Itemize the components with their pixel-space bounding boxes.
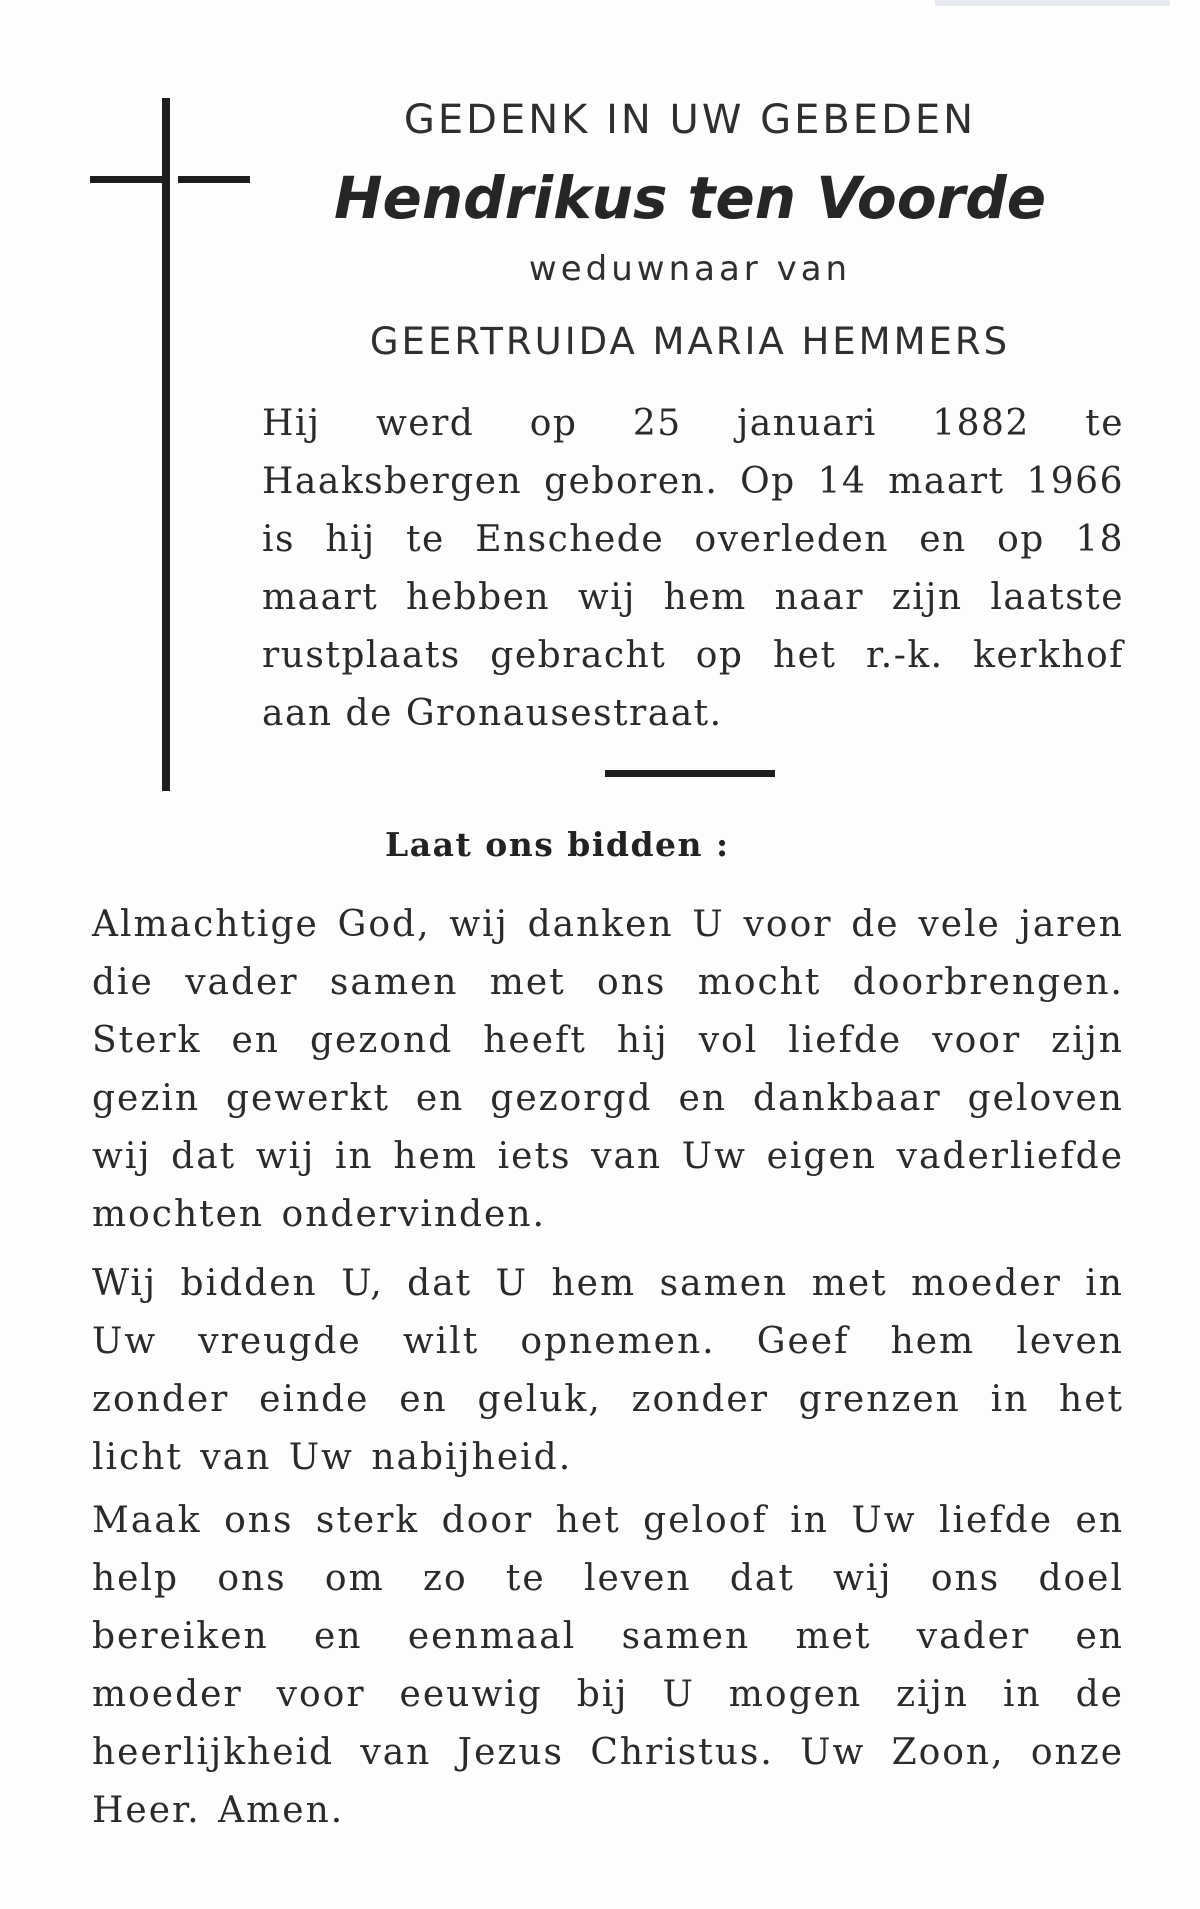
relation-line: weduwnaar van bbox=[528, 249, 852, 289]
biography-text: Hij werd op 25 januari 1882 te Haaksbergen geboren. Op 14 maart 1966 is hij te Enschede overleden en op 18 maart hebben wij hem naar zijn laatste rustplaats gebracht op het r.-k. kerkhof aan de Gronausestraat. bbox=[262, 403, 1124, 734]
scan-edge bbox=[935, 0, 1170, 6]
prayer-paragraph: Maak ons sterk door het geloof in Uw liefde en help ons om zo te leven dat wij ons doel bereiken en eenmaal samen met vader en moeder voor eeuwig bij U mogen zijn in de heerlijkheid van Jezus Christus. Uw Zoon, onze Heer. Amen. bbox=[92, 1500, 1124, 1831]
cross-gap bbox=[170, 176, 178, 183]
prayer-paragraph: Wij bidden U, dat U hem samen met moeder in Uw vreugde wilt opnemen. Geef hem leven zonder einde en geluk, zonder grenzen in het licht van Uw nabijheid. bbox=[92, 1263, 1124, 1478]
deceased-name: Hendrikus ten Voorde bbox=[333, 164, 1047, 232]
header-block bbox=[250, 90, 1130, 370]
spouse-name: GEERTRUIDA MARIA HEMMERS bbox=[369, 320, 1011, 363]
cross-icon bbox=[162, 98, 170, 791]
prayer-heading: Laat ons bidden : bbox=[385, 825, 730, 864]
intro-line: GEDENK IN UW GEBEDEN bbox=[403, 97, 977, 143]
prayer-paragraph: Almachtige God, wij danken U voor de vele jaren die vader samen met ons mocht doorbrengen. Sterk en gezond heeft hij vol liefde voor zijn gezin gewerkt en gezorgd en dankbaar geloven wij dat wij in hem iets van Uw eigen vaderliefde mochten ondervinden. bbox=[92, 904, 1124, 1235]
divider-line bbox=[605, 770, 775, 777]
